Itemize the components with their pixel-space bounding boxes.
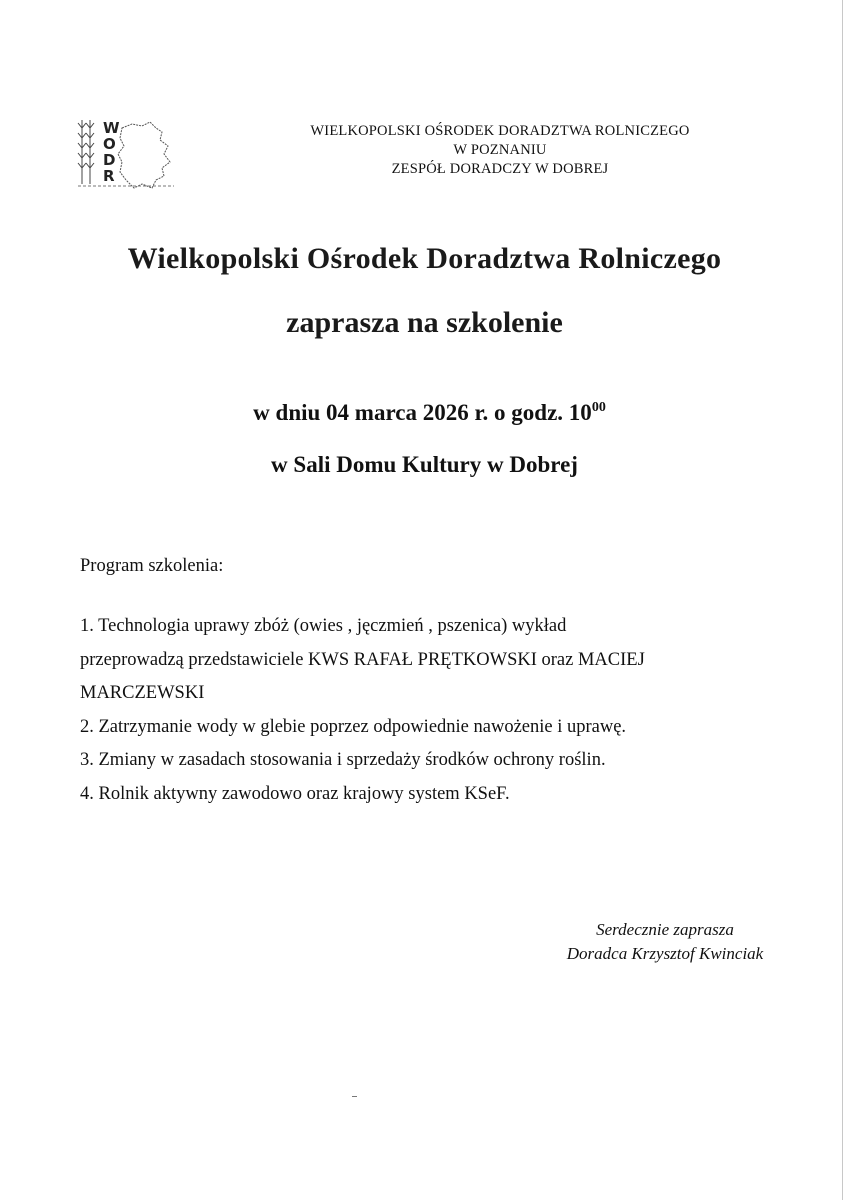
event-date-text: w dniu 04 marca 2026 r. o godz. 10 [253, 400, 592, 425]
main-title: Wielkopolski Ośrodek Doradztwa Rolniczego [127, 242, 722, 275]
program-item: 4. Rolnik aktywny zawodowo oraz krajowy system KSeF. [80, 783, 510, 804]
signature [540, 918, 790, 966]
program-heading: Program szkolenia: [80, 556, 224, 576]
wodr-logo-icon [76, 118, 176, 192]
logo-letter-d: D [103, 151, 116, 169]
signature-line2: Doradca Krzysztof Kwinciak [566, 944, 764, 963]
org-header-line1: WIELKOPOLSKI OŚRODEK DORADZTWA ROLNICZEGO [310, 123, 690, 139]
event-date [0, 400, 849, 426]
program-item-1-line3: MARCZEWSKI [80, 683, 205, 703]
subtitle: zaprasza na szkolenie [286, 306, 563, 339]
program-item [80, 610, 780, 711]
signature-line1: Serdecznie zaprasza [596, 920, 734, 939]
org-header-line2: W POZNANIU [453, 142, 547, 158]
wheat-icon [78, 120, 94, 184]
event-time-minutes: 00 [591, 400, 606, 415]
program-item-1-line1: 1. Technologia uprawy zbóż (owies , jęczmień , pszenica) wykład [80, 616, 567, 636]
org-header-line3: ZESPÓŁ DORADCZY W DOBREJ [391, 161, 609, 177]
program-list [80, 610, 780, 811]
organization-header [250, 122, 750, 179]
logo-letter-o: O [103, 135, 116, 153]
region-map-icon [118, 122, 170, 188]
event-place: w Sali Domu Kultury w Dobrej [271, 452, 578, 477]
program-item-1-line2: przeprowadzą przedstawiciele KWS RAFAŁ PRĘTKOWSKI oraz MACIEJ [80, 649, 645, 670]
program-item: 2. Zatrzymanie wody w glebie poprzez odpowiednie nawożenie i uprawę. [80, 716, 627, 737]
program-item: 3. Zmiany w zasadach stosowania i sprzedaży środków ochrony roślin. [80, 750, 606, 770]
scan-border [842, 0, 843, 1200]
logo-letter-r: R [103, 167, 115, 185]
logo-letter-w: W [103, 119, 120, 137]
scan-speck [352, 1096, 357, 1097]
